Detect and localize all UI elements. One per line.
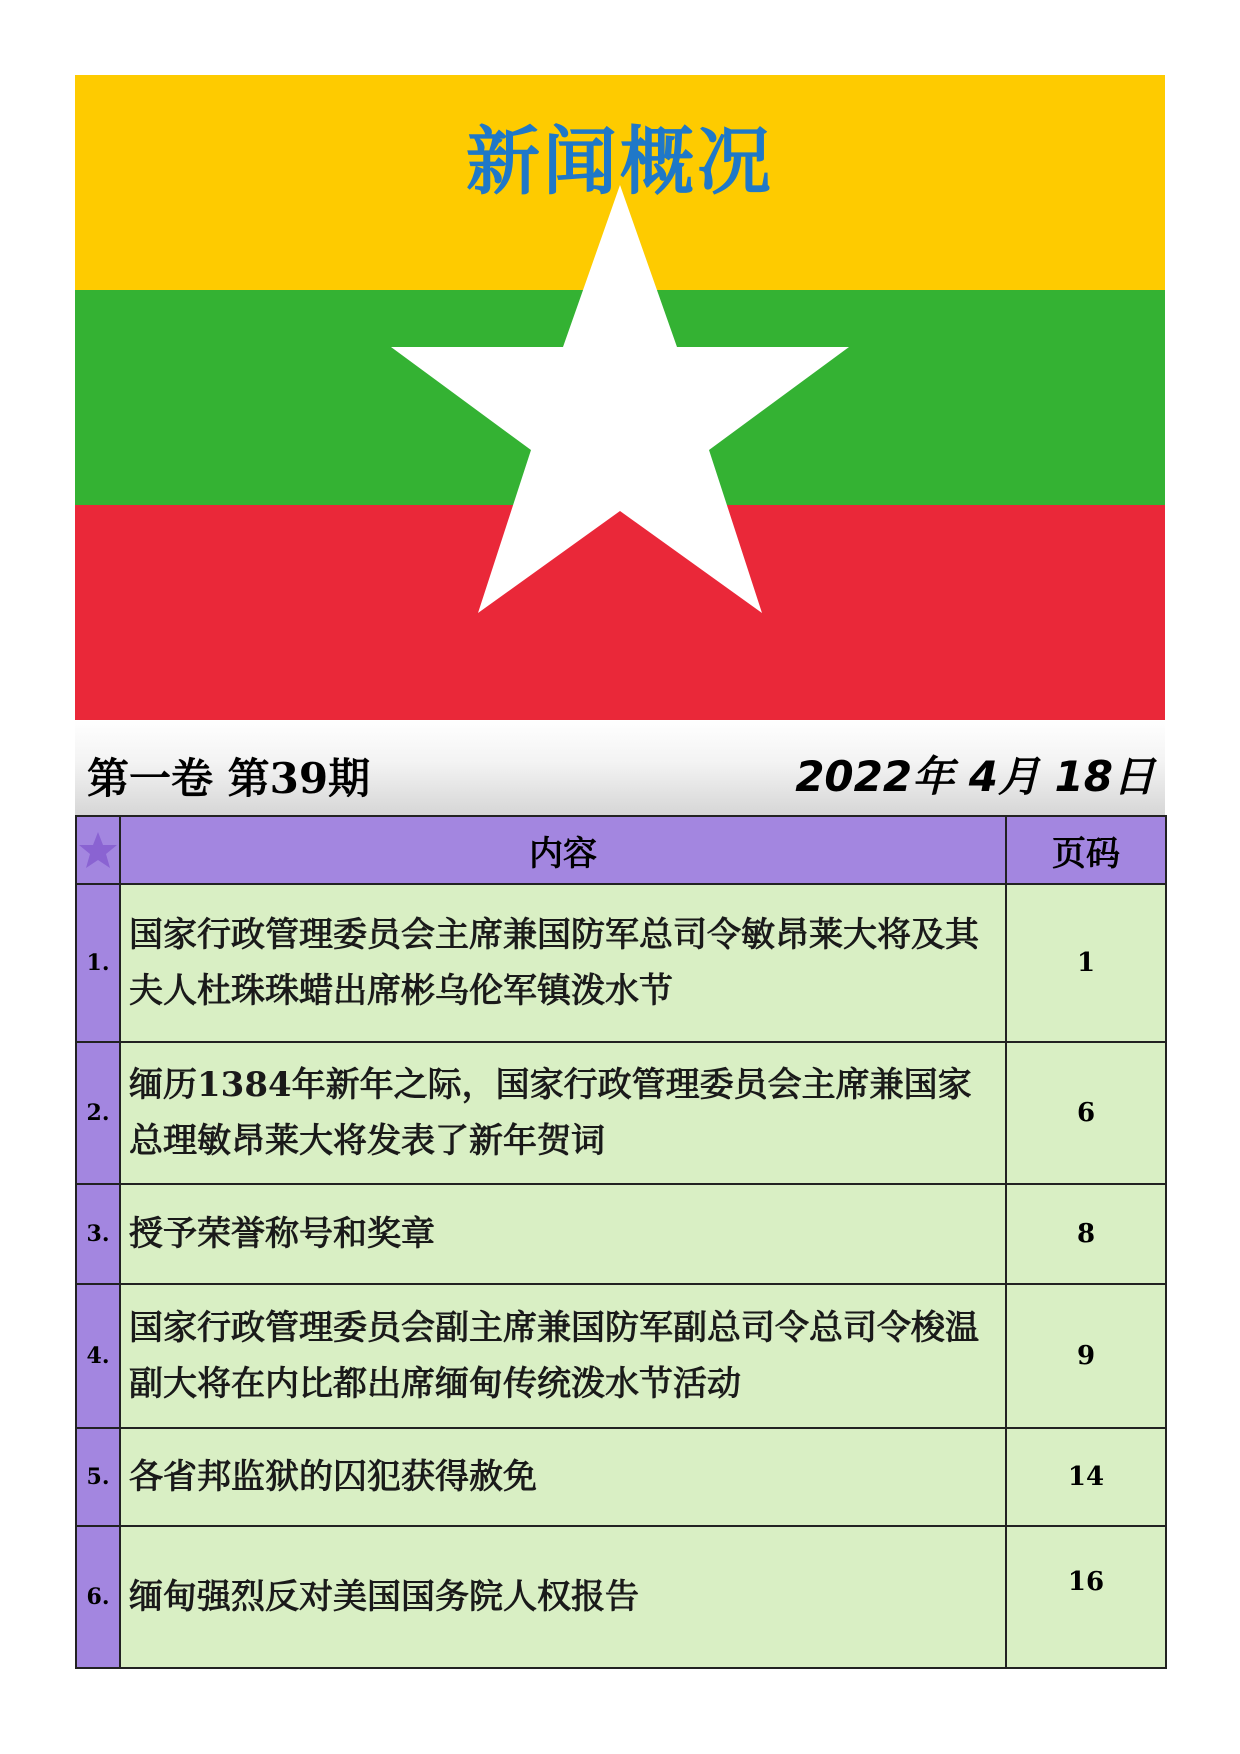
contents-row[interactable] [76, 1526, 1166, 1668]
row-title[interactable]: 国家行政管理委员会副主席兼国防军副总司令总司令梭温副大将在内比都出席缅甸传统泼水节活动 [120, 1284, 1006, 1428]
row-title[interactable]: 各省邦监狱的囚犯获得赦免 [120, 1428, 1006, 1526]
row-number: 5. [76, 1428, 120, 1526]
header-star-cell [76, 816, 120, 884]
row-number: 3. [76, 1184, 120, 1284]
row-page: 8 [1006, 1184, 1166, 1284]
row-number: 4. [76, 1284, 120, 1428]
row-page: 16 [1006, 1526, 1166, 1668]
row-page: 14 [1006, 1428, 1166, 1526]
star-icon [78, 830, 118, 870]
row-title[interactable]: 授予荣誉称号和奖章 [120, 1184, 1006, 1284]
row-page: 1 [1006, 884, 1166, 1042]
issue-info-bar [75, 720, 1165, 815]
issue-date: 2022年 4月 18日 [795, 752, 1155, 801]
myanmar-flag-banner [75, 75, 1165, 720]
newsletter-title: 新闻概况 [466, 119, 774, 205]
row-title[interactable]: 缅甸强烈反对美国国务院人权报告 [120, 1526, 1006, 1668]
row-title[interactable]: 缅历1384年新年之际，国家行政管理委员会主席兼国家总理敏昂莱大将发表了新年贺词 [120, 1042, 1006, 1184]
contents-row[interactable] [76, 1284, 1166, 1428]
contents-table [75, 815, 1167, 1669]
row-number: 6. [76, 1526, 120, 1668]
header-page: 页码 [1006, 816, 1166, 884]
contents-header-row [76, 816, 1166, 884]
row-number: 2. [76, 1042, 120, 1184]
row-page: 9 [1006, 1284, 1166, 1428]
header-content: 内容 [120, 816, 1006, 884]
contents-row[interactable] [76, 1042, 1166, 1184]
volume-issue: 第一卷 第39期 [87, 754, 371, 803]
row-number: 1. [76, 884, 120, 1042]
contents-row[interactable] [76, 1428, 1166, 1526]
row-title[interactable]: 国家行政管理委员会主席兼国防军总司令敏昂莱大将及其夫人杜珠珠蜡出席彬乌伦军镇泼水节 [120, 884, 1006, 1042]
row-page: 6 [1006, 1042, 1166, 1184]
contents-row[interactable] [76, 884, 1166, 1042]
contents-row[interactable] [76, 1184, 1166, 1284]
